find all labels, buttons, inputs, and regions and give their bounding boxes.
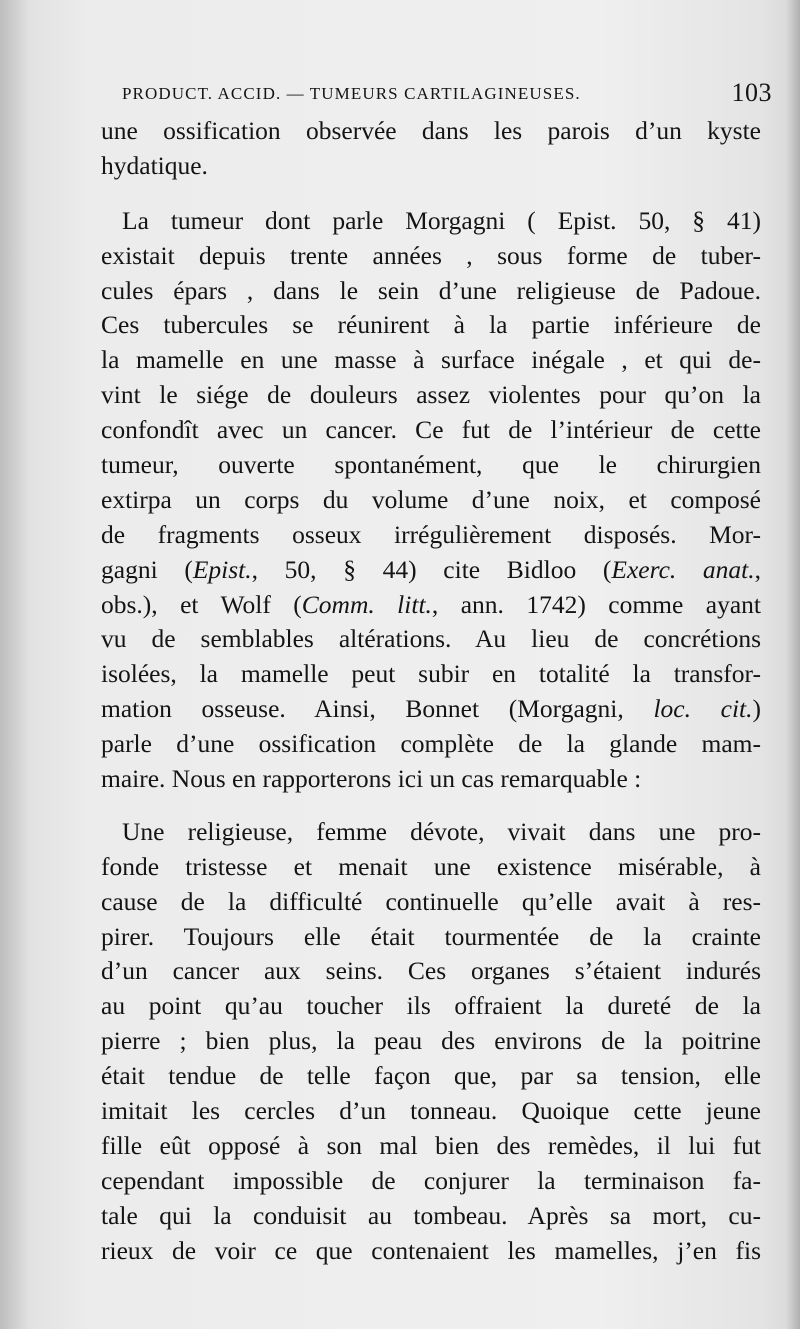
text-line: existait depuis trente années , sous forme de tuber- — [101, 240, 761, 270]
citation-italic: Exerc. anat. — [611, 554, 755, 584]
text-line: la mamelle en une masse à surface inégale , et qui de- — [101, 345, 761, 375]
text-run: , ann. 1742) comme ayant — [431, 589, 762, 619]
citation-italic: loc. cit. — [653, 694, 753, 724]
text-line: extirpa un corps du volume d’une noix, et composé — [101, 484, 761, 514]
running-title: PRODUCT. ACCID. — TUMEURS CARTILAGINEUSES. — [122, 84, 581, 103]
text-line: pierre ; bien plus, la peau des environs de la poitrine — [101, 1026, 761, 1056]
text-run: mation osseuse. Ainsi, Bonnet (Morgagni, — [101, 694, 624, 724]
text-run: obs.), et Wolf ( — [101, 589, 302, 619]
text-line: isolées, la mamelle peut subir en totalité la transfor- — [101, 659, 761, 689]
text-line: vint le siége de douleurs assez violentes pour qu’on la — [101, 380, 761, 410]
paragraph-3 — [101, 815, 761, 1269]
text-line: vu de semblables altérations. Au lieu de concrétions — [101, 624, 761, 654]
body-text — [101, 114, 761, 1269]
citation-italic: Comm. litt. — [301, 589, 432, 619]
paragraph-gap — [101, 797, 761, 815]
text-line: hydatique. — [101, 150, 208, 180]
text-line: parle d’une ossification complète de la glande mam- — [101, 729, 761, 759]
text-line: Ces tubercules se réunirent à la partie inférieure de — [101, 310, 761, 340]
text-line: fille eût opposé à son mal bien des remèdes, il lui fut — [101, 1130, 761, 1160]
text-line: était tendue de telle façon que, par sa tension, elle — [101, 1061, 761, 1091]
text-line: de fragments osseux irrégulièrement disposés. Mor- — [101, 519, 761, 549]
citation-italic: Epist. — [192, 554, 252, 584]
text-line: une ossification observée dans les parois d’un kyste — [101, 116, 761, 145]
text-line: rieux de voir ce que contenaient les mamelles, j’en fis — [101, 1235, 761, 1265]
text-line: tumeur, ouverte spontanément, que le chirurgien — [101, 450, 761, 480]
page-number: 103 — [731, 78, 772, 107]
text-line — [101, 692, 761, 727]
text-line: Une religieuse, femme dévote, vivait dans une pro- — [122, 816, 761, 846]
text-run: , — [754, 554, 762, 584]
running-head — [122, 78, 772, 110]
paragraph-2 — [101, 204, 761, 797]
text-line — [101, 553, 761, 588]
text-line: cules épars , dans le sein d’une religieuse de Padoue. — [101, 275, 761, 305]
text-line: imitait les cercles d’un tonneau. Quoique cette jeune — [101, 1096, 761, 1126]
text-run: gagni ( — [101, 554, 193, 584]
text-line: maire. Nous en rapporterons ici un cas remarquable : — [101, 764, 642, 794]
text-line: d’un cancer aux seins. Ces organes s’étaient indurés — [101, 956, 761, 986]
paragraph-gap — [101, 184, 761, 204]
text-line: tale qui la conduisit au tombeau. Après sa mort, cu- — [101, 1200, 761, 1230]
text-line: La tumeur dont parle Morgagni ( Epist. 50, § 41) — [122, 205, 761, 235]
page-edge-shadow — [786, 0, 800, 1329]
text-run: , 50, § 44) cite Bidloo ( — [251, 554, 612, 584]
text-line: au point qu’au toucher ils offraient la dureté de la — [101, 991, 761, 1021]
text-line: cependant impossible de conjurer la terminaison fa- — [101, 1165, 761, 1195]
text-line: confondît avec un cancer. Ce fut de l’intérieur de cette — [101, 415, 761, 445]
text-line: pirer. Toujours elle était tourmentée de la crainte — [101, 921, 761, 951]
text-run: ) — [752, 694, 762, 724]
paragraph-1 — [101, 114, 761, 184]
text-line: fonde tristesse et menait une existence misérable, à — [101, 851, 761, 881]
text-line — [101, 588, 761, 623]
text-line: cause de la difficulté continuelle qu’elle avait à res- — [101, 886, 761, 916]
